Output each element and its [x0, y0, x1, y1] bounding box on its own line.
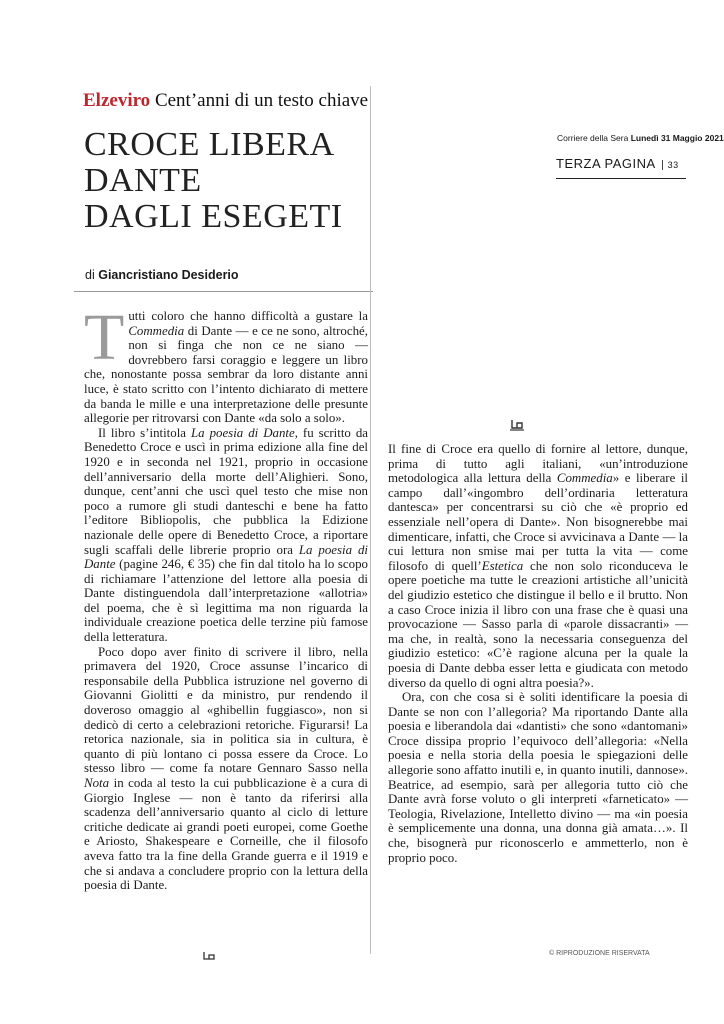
drop-cap: T [84, 301, 125, 374]
paragraph: Il fine di Croce era quello di fornire al lettore, dunque, prima di tutto agli italiani, «un’introduzione metodologica alla lettura della Commedia» e liberare il campo dall’«ingombro dell’ordinaria letteratura dantesca» per concentrarsi su ciò che «è proprio ed essenziale nell’opera di Dante». Non bisognerebbe mai dimenticare, infatti, che Croce si avvicinava a Dante — la cui lettura non smise mai per tutta la vita — come filosofo di quell’Estetica che non solo riconduceva le opere poetiche ma tutte le creazioni artistiche all’unicità del giudizio estetico che distingue il bello e il brutto. Non a caso Croce inizia il libro con una frase che è quasi una provocazione — Sasso parla di «parole dissacranti» — ma che, in realtà, sono la necessaria conseguenza del giudizio estetico: «C’è ragione alcuna per la quale la poesia di Dante debba esser letta e giudicata con metodo diverso da quello di ogni altra poesia?». [388, 442, 688, 690]
byline-divider [74, 291, 373, 292]
newspaper-name: Corriere della Sera [557, 133, 629, 143]
section-header [556, 156, 686, 179]
rubric-tag: Elzeviro [83, 90, 151, 111]
section-name: TERZA PAGINA [556, 156, 656, 171]
article-title [84, 127, 369, 235]
article-column-1 [84, 301, 368, 893]
rubric-subtitle: Cent’anni di un testo chiave [154, 90, 369, 111]
paragraph: Ora, con che cosa si è soliti identificare la poesia di Dante se non con l’allegoria? Ma riportando Dante alla poesia e liberandola dai «dantisti» che sono «dantomani» Croce dissipa proprio l’equivoco dell’allegoria: «Nella poesia e nella storia della poesia le spiegazioni delle allegorie sono affatto inutili e, in quanto inutili, dannose». Beatrice, ad esempio, sarà per allegoria tutto ciò che Dante avrà forse voluto o gli interpreti «farneticato» — Teologia, Rivelazione, Intelletto divino — ma «in poesia è semplicemente una donna, una donna già amata…». Il che, bisognerà pur riconoscerlo e ammetterlo, non è proprio poco. [388, 690, 688, 865]
title-line-1: CROCE LIBERA [84, 126, 335, 163]
title-line-2: DANTE [84, 162, 202, 199]
end-mark-icon [201, 951, 217, 963]
section-break-icon [509, 418, 525, 432]
article-column-2 [388, 442, 688, 865]
publication-date: Lunedì 31 Maggio 2021 [630, 133, 724, 143]
page-number: 33 [662, 160, 679, 170]
byline-prefix: di [85, 268, 95, 282]
paragraph: Il libro s’intitola La poesia di Dante, fu scritto da Benedetto Croce e uscì in prima edizione alla fine del 1920 e in seconda nel 1921, proprio in occasione dell’anniversario della morte dell’Alighieri. Sono, dunque, cent’anni che uscì quel testo che mise non poco a rumore gli studi danteschi e bene ha fatto l’editore Bibliopolis, che pubblica la Edizione nazionale delle opere di Benedetto Croce, a riportare sugli scaffali delle librerie proprio ora La poesia di Dante (pagine 246, € 35) che fin dal titolo ha lo scopo di richiamare l’attenzione del lettore alla poesia di Dante distinguendola dall’interpretazione «allotria» del poema, che è sì legittima ma non riguarda la individuale creazione poetica delle terzine più famose della letteratura. [84, 425, 368, 645]
paragraph: Tutti coloro che hanno difficoltà a gustare la Commedia di Dante — e ce ne sono, altroché, non si finga che non ce ne siano — dovrebbero farsi coraggio e leggere un libro che, nonostante possa sembrar da loro distante anni luce, è stato scritto con l’intento dichiarato di mettere da banda le mille e una interpretazione delle presunte allegorie per ritrovarsi con Dante «da solo a solo». [84, 301, 368, 426]
title-line-3: DAGLI ESEGETI [84, 198, 343, 235]
copyright-notice: © RIPRODUZIONE RISERVATA [549, 950, 650, 957]
rubric-header [83, 90, 369, 122]
byline [85, 268, 239, 282]
author-name: Giancristiano Desiderio [98, 268, 239, 282]
paragraph: Poco dopo aver finito di scrivere il libro, nella primavera del 1920, Croce assunse l’incarico di responsabile della Pubblica istruzione nel governo di Giovanni Giolitti e da ministro, pur rendendo il doveroso omaggio al «ghibellin fuggiasco», non si dedicò di certo a celebrazioni retoriche. Figurarsi! La retorica nazionale, sia in politica sia in cultura, è quanto di più lontano ci possa essere da Croce. Lo stesso libro — come fa notare Gennaro Sasso nella Nota in coda al testo la cui pubblicazione è a cura di Giorgio Inglese — non è tanto da riferirsi alla scadenza dell’anniversario quanto al ciclo di letture critiche dedicate ai grandi poeti europei, come Goethe e Ariosto, Shakespeare e Corneille, che il filosofo aveva fatto tra la fine della Grande guerra e il 1919 e che si andava a concludere proprio con la lettura della poesia di Dante. [84, 644, 368, 893]
masthead [557, 133, 724, 143]
column-divider [370, 86, 371, 954]
